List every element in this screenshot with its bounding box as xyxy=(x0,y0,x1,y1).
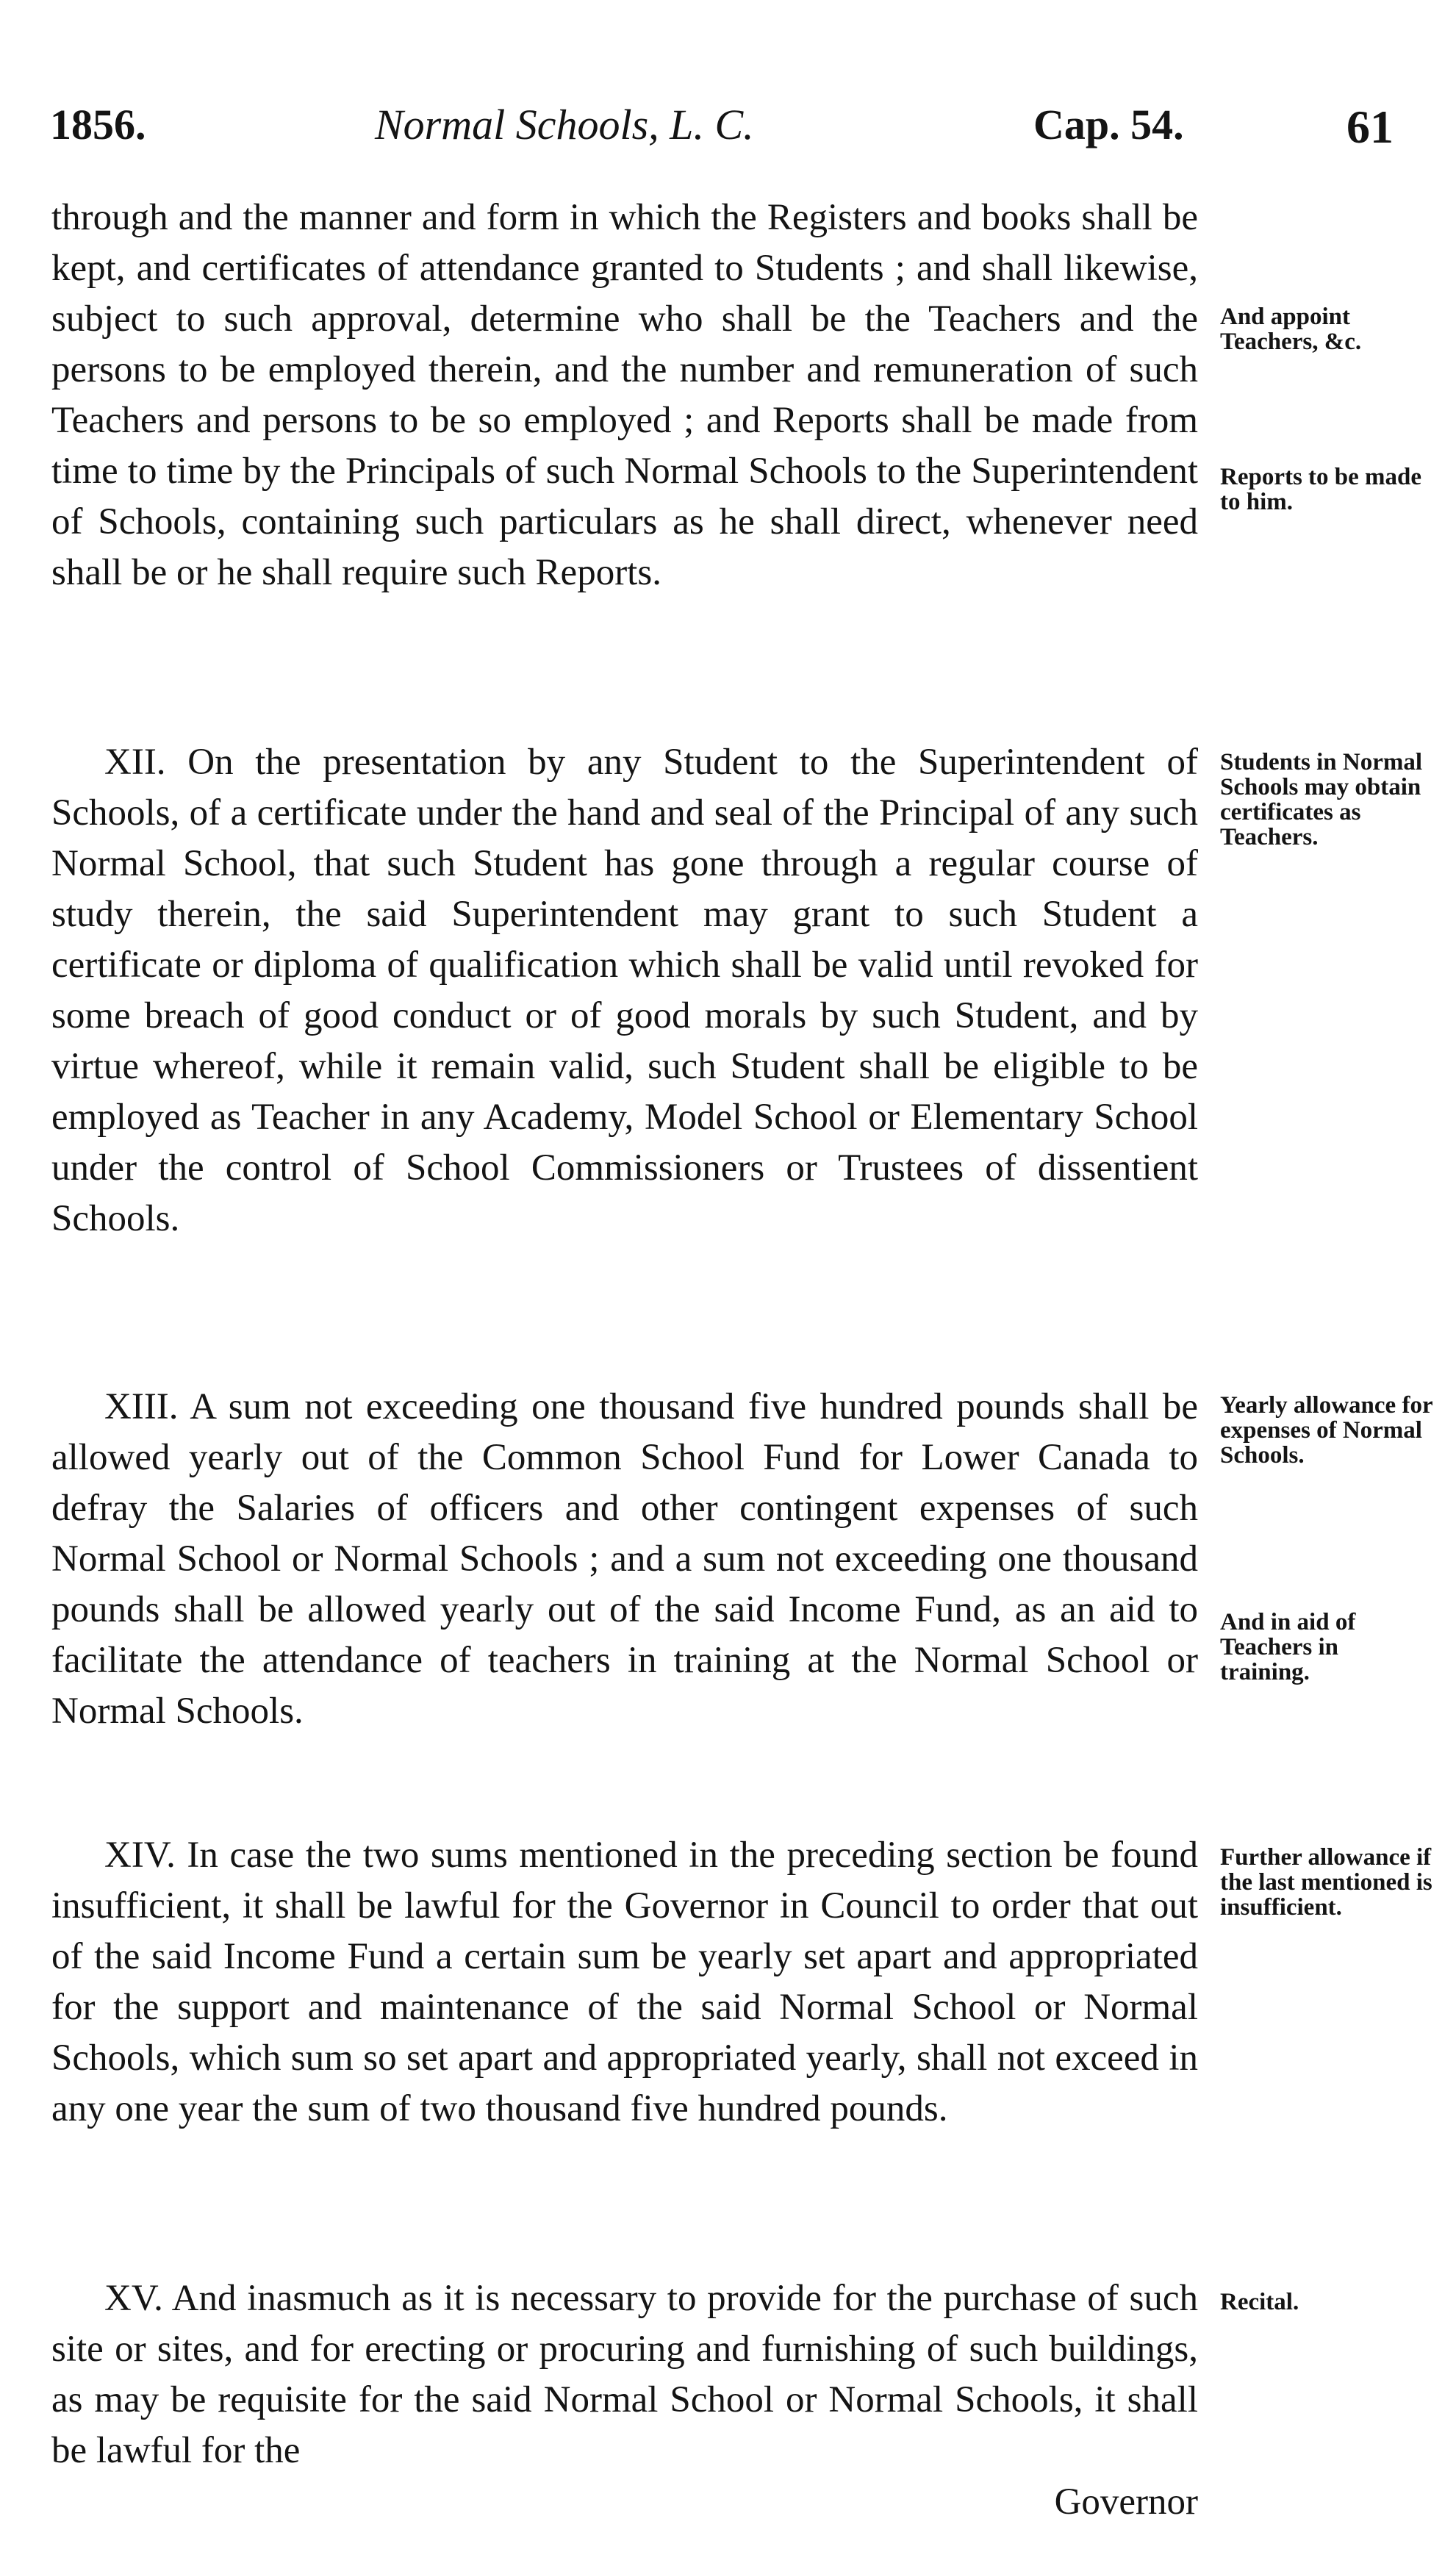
margin-note-aid-training: And in aid of Teachers in training. xyxy=(1220,1609,1356,1685)
catchword: Governor xyxy=(1054,2481,1198,2523)
margin-note-recital: Recital. xyxy=(1220,2289,1299,2315)
margin-note-students-certificates: Students in Normal Schools may obtain certificates as Teachers. xyxy=(1220,749,1423,850)
header-year: 1856. xyxy=(50,101,146,148)
paragraph-section-xv: XV. And inasmuch as it is necessary to provide for the purchase of such site or sites, and for erecting or procuring and furnishing of such buildings, as may be requisite for the said Normal School or Normal Schools, it shall be lawful for the xyxy=(51,2278,1198,2471)
margin-note-reports: Reports to be made to him. xyxy=(1220,464,1422,515)
page-number: 61 xyxy=(1346,101,1394,153)
header-title: Normal Schools, L. C. xyxy=(375,101,754,148)
margin-note-appoint-teachers: And appoint Teachers, &c. xyxy=(1220,304,1362,355)
paragraph-section-xiv: XIV. In case the two sums mentioned in the preceding section be found insufficient, it shall be lawful for the Governor in Council to order that out of the said Income Fund a certain sum be yearly set apart and appropriated for the support and maintenance of the said Normal School or Normal Schools, which sum so set apart and appropriated yearly, shall not exceed in any one year the sum of two thousand five hundred pounds. xyxy=(51,1835,1198,2129)
running-header xyxy=(50,100,1402,159)
margin-note-further-allowance: Further allowance if the last mentioned is insufficient. xyxy=(1220,1844,1432,1921)
paragraph-section-xii: XII. On the presentation by any Student to the Superintendent of Schools, of a certificate under the hand and seal of the Principal of any such Normal School, that such Student has gone through a regular course of study therein, the said Superintendent may grant to such Student a certificate or diploma of qualification which shall be valid until revoked for some breach of good conduct or of good morals by such Student, and by virtue whereof, while it remain valid, such Student shall be eligible to be employed as Teacher in any Academy, Model School or Elementary School under the control of School Commissioners or Trustees of dissentient Schools. xyxy=(51,742,1198,1239)
header-chapter: Cap. 54. xyxy=(1033,101,1184,148)
paragraph-section-xiii: XIII. A sum not exceeding one thousand five hundred pounds shall be allowed yearly out of the Common School Fund for Lower Canada to defray the Salaries of officers and other contingent expenses of such Normal School or Normal Schools ; and a sum not exceeding one thousand pounds shall be allowed yearly out of the said Income Fund, as an aid to facilitate the attendance of teachers in training at the Normal School or Normal Schools. xyxy=(51,1386,1198,1732)
margin-note-yearly-allowance: Yearly allowance for expenses of Normal Schools. xyxy=(1220,1392,1432,1469)
paragraph-continuation: through and the manner and form in which the Registers and books shall be kept, and certificates of attendance granted to Students ; and shall likewise, subject to such approval, determine who shall be the Teachers and the persons to be employed therein, and the number and remuneration of such Teachers and persons to be so employed ; and Reports shall be made from time to time by the Principals of such Normal Schools to the Superintendent of Schools, containing such particulars as he shall direct, whenever need shall be or he shall require such Reports. xyxy=(51,197,1198,593)
